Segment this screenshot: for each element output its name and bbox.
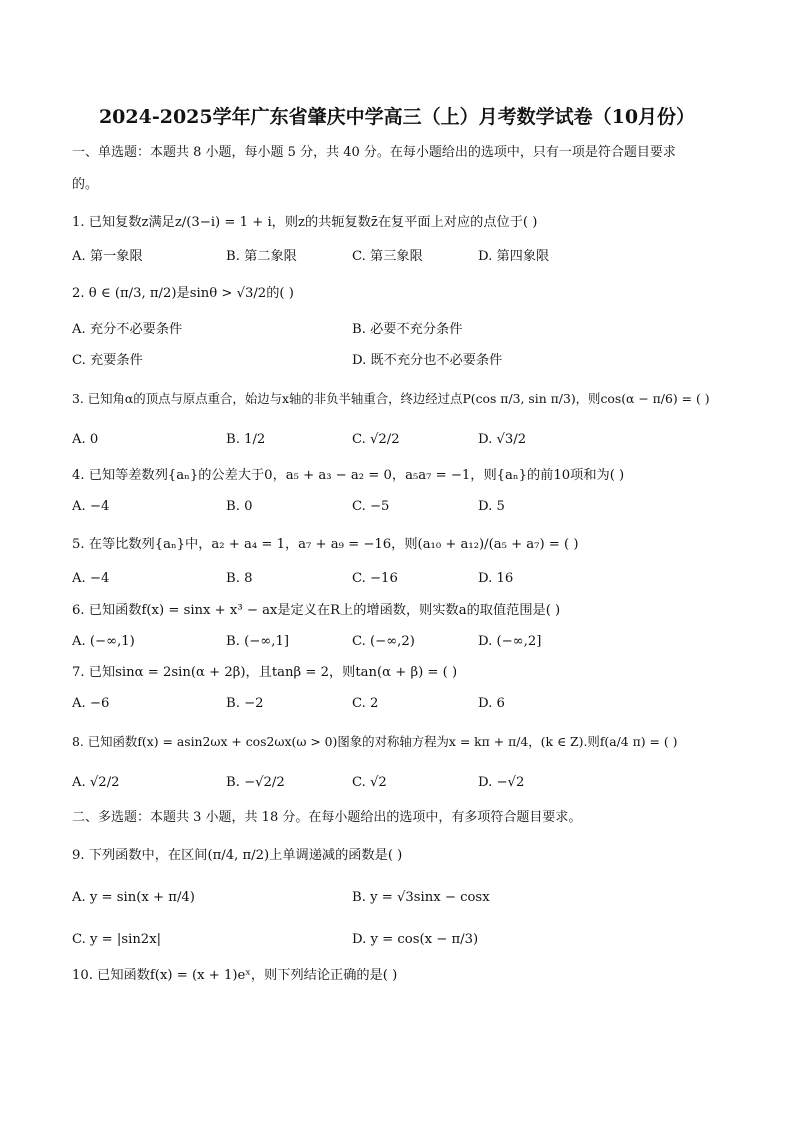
q2-option-d: D. 既不充分也不必要条件 — [352, 353, 503, 368]
question-4-stem: 4. 已知等差数列{aₙ}的公差大于0，a₅ + a₃ − a₂ = 0，a₅a₇ = −1，则{aₙ}的前10项和为( ) — [72, 468, 625, 483]
q2-option-c: C. 充要条件 — [72, 353, 143, 368]
section-1-heading: 一、单选题：本题共 8 小题，每小题 5 分，共 40 分。在每小题给出的选项中，只有一项是符合题目要求 — [72, 145, 676, 160]
q7-option-c: C. 2 — [352, 696, 379, 711]
q5-option-a: A. −4 — [72, 571, 110, 586]
q3-option-b: B. 1/2 — [226, 432, 266, 447]
question-10-stem: 10. 已知函数f(x) = (x + 1)eˣ，则下列结论正确的是( ) — [72, 968, 398, 983]
q8-option-b: B. −√2/2 — [226, 775, 285, 790]
question-3-stem: 3. 已知角α的顶点与原点重合，始边与x轴的非负半轴重合，终边经过点P(cos π/3, sin π/3)，则cos(α − π/6) = ( ) — [72, 391, 710, 406]
page-title: 2024-2025学年广东省肇庆中学高三（上）月考数学试卷（10月份） — [98, 106, 696, 128]
question-7-stem: 7. 已知sinα = 2sin(α + 2β)，且tanβ = 2，则tan(α + β) = ( ) — [72, 665, 458, 680]
q4-option-a: A. −4 — [72, 499, 110, 514]
q1-option-d: D. 第四象限 — [478, 249, 550, 264]
q7-option-b: B. −2 — [226, 696, 264, 711]
q8-option-c: C. √2 — [352, 775, 387, 790]
q1-option-a: A. 第一象限 — [72, 249, 143, 264]
q9-option-a: A. y = sin(x + π/4) — [72, 890, 195, 905]
q3-option-d: D. √3/2 — [478, 432, 527, 447]
section-1-heading-cont: 的。 — [72, 177, 99, 192]
q7-option-d: D. 6 — [478, 696, 505, 711]
q3-option-c: C. √2/2 — [352, 432, 400, 447]
section-2-heading: 二、多选题：本题共 3 小题，共 18 分。在每小题给出的选项中，有多项符合题目要求。 — [72, 810, 582, 825]
q2-option-a: A. 充分不必要条件 — [72, 322, 183, 337]
q4-option-d: D. 5 — [478, 499, 505, 514]
q9-option-d: D. y = cos(x − π/3) — [352, 932, 479, 947]
question-8-stem: 8. 已知函数f(x) = asin2ωx + cos2ωx(ω > 0)图象的对称轴方程为x = kπ + π/4，(k ∈ Z).则f(a/4 π) = ( ) — [72, 734, 678, 749]
q8-option-a: A. √2/2 — [72, 775, 120, 790]
q9-option-b: B. y = √3sinx − cosx — [352, 890, 490, 905]
q6-option-d: D. (−∞,2] — [478, 634, 542, 649]
q1-option-b: B. 第二象限 — [226, 249, 297, 264]
q6-option-c: C. (−∞,2) — [352, 634, 415, 649]
q1-option-c: C. 第三象限 — [352, 249, 423, 264]
question-6-stem: 6. 已知函数f(x) = sinx + x³ − ax是定义在R上的增函数，则实数a的取值范围是( ) — [72, 603, 561, 618]
question-1-stem: 1. 已知复数z满足z/(3−i) = 1 + i，则z的共轭复数z̄在复平面上对应的点位于( ) — [72, 215, 538, 230]
q5-option-b: B. 8 — [226, 571, 253, 586]
q8-option-d: D. −√2 — [478, 775, 525, 790]
question-5-stem: 5. 在等比数列{aₙ}中，a₂ + a₄ = 1，a₇ + a₉ = −16，则(a₁₀ + a₁₂)/(a₅ + a₇) = ( ) — [72, 537, 579, 552]
q2-option-b: B. 必要不充分条件 — [352, 322, 463, 337]
question-9-stem: 9. 下列函数中，在区间(π/4, π/2)上单调递减的函数是( ) — [72, 848, 403, 863]
q5-option-c: C. −16 — [352, 571, 398, 586]
q4-option-b: B. 0 — [226, 499, 253, 514]
q4-option-c: C. −5 — [352, 499, 390, 514]
q9-option-c: C. y = |sin2x| — [72, 932, 162, 947]
q6-option-a: A. (−∞,1) — [72, 634, 135, 649]
q3-option-a: A. 0 — [72, 432, 99, 447]
question-2-stem: 2. θ ∈ (π/3, π/2)是sinθ > √3/2的( ) — [72, 286, 294, 301]
q5-option-d: D. 16 — [478, 571, 514, 586]
q7-option-a: A. −6 — [72, 696, 110, 711]
q6-option-b: B. (−∞,1] — [226, 634, 289, 649]
